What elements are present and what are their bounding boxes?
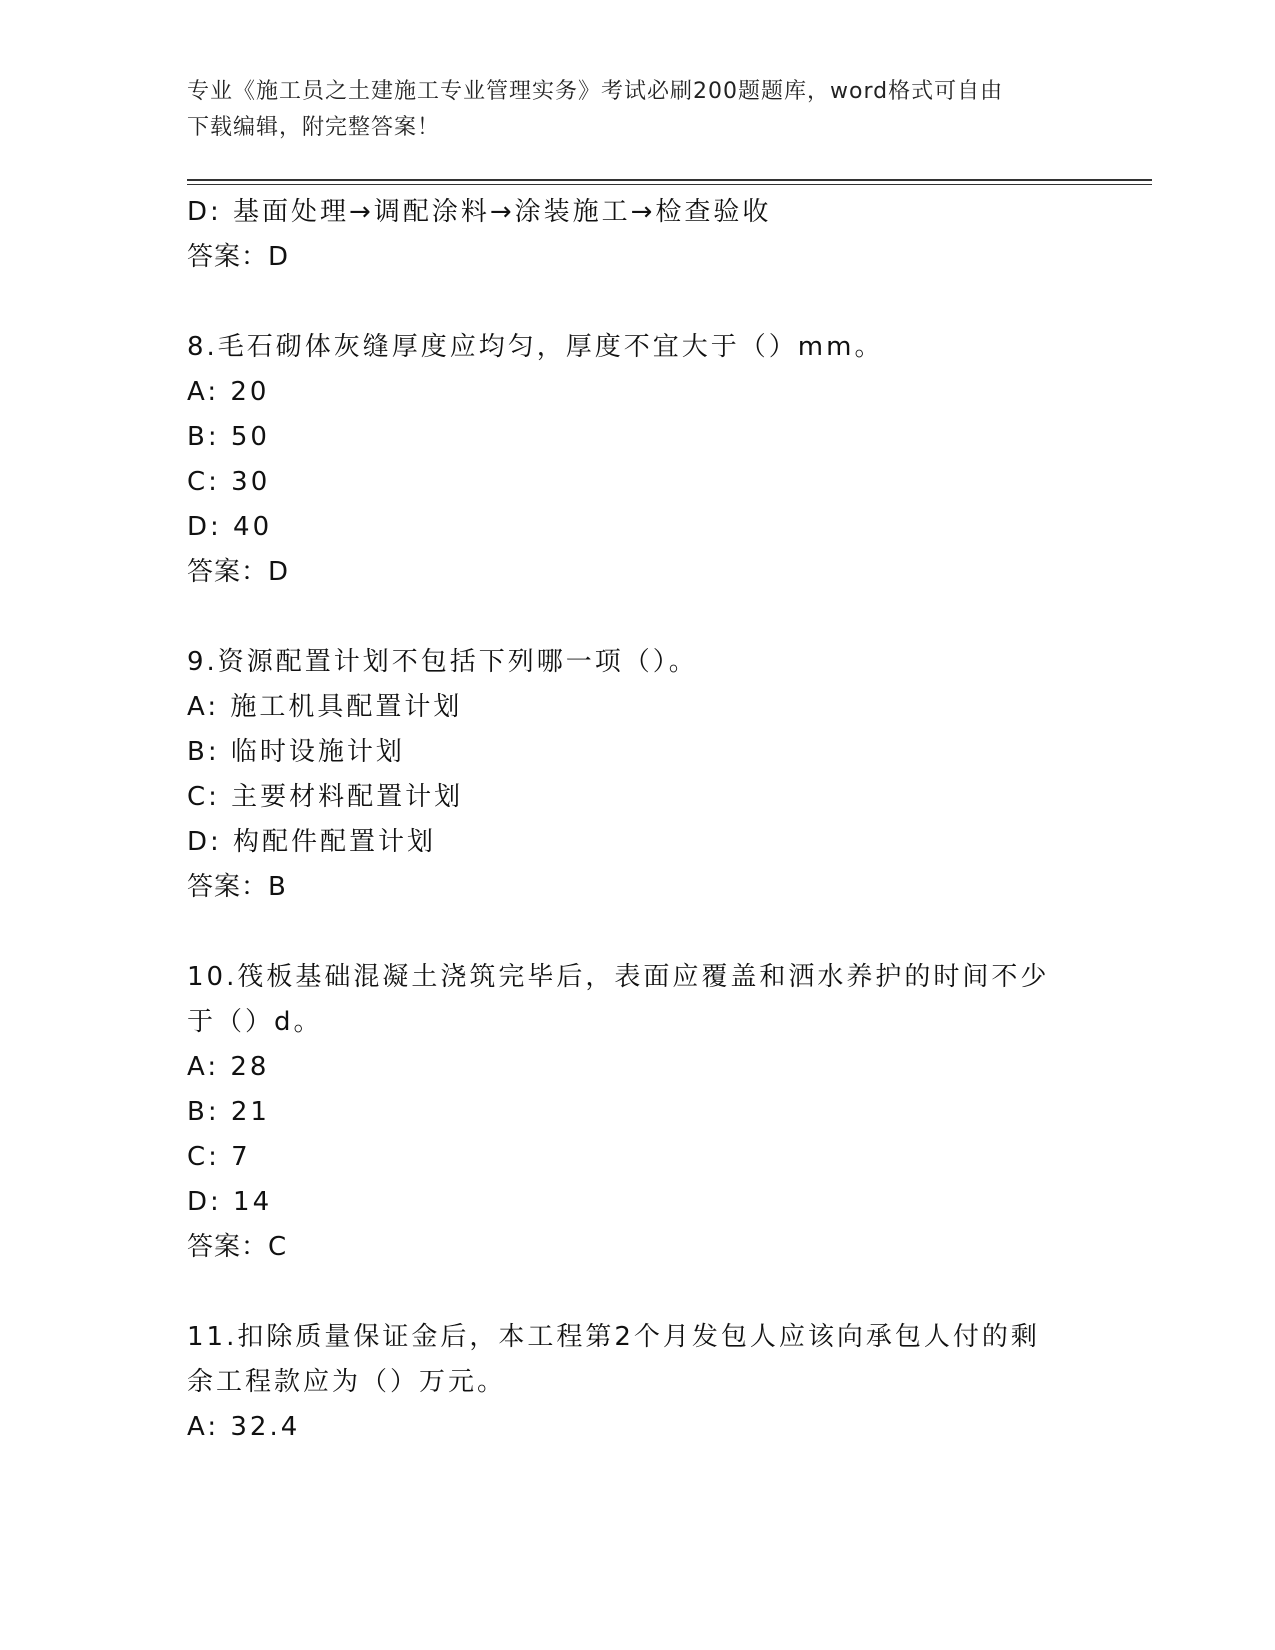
option-d: D: 构配件配置计划: [187, 827, 437, 857]
answer-line: 答案：B: [187, 872, 287, 902]
question-block-7: [187, 190, 1087, 280]
option-d: D: 40: [187, 512, 273, 542]
option-a: A: 20: [187, 377, 270, 407]
header-line-1: 专业《施工员之土建施工专业管理实务》考试必刷200题题库，word格式可自由: [187, 79, 1004, 104]
spacer: [187, 280, 1087, 325]
header-divider-thick: [187, 179, 1152, 181]
question-text: 10.筏板基础混凝土浇筑完毕后，表面应覆盖和洒水养护的时间不少于（）d。: [187, 962, 1050, 1037]
option-b: B: 50: [187, 422, 270, 452]
answer-line: 答案：D: [187, 242, 290, 272]
question-text: 8.毛石砌体灰缝厚度应均匀，厚度不宜大于（）mm。: [187, 332, 884, 362]
question-block-9: [187, 640, 1087, 910]
question-text: 9.资源配置计划不包括下列哪一项（）。: [187, 647, 698, 677]
option-d: D: 14: [187, 1187, 273, 1217]
question-list: [187, 190, 1087, 1450]
answer-line: 答案：C: [187, 1232, 288, 1262]
question-text: 11.扣除质量保证金后，本工程第2个月发包人应该向承包人付的剩余工程款应为（）万元。: [187, 1322, 1040, 1397]
option-c: C: 30: [187, 467, 271, 497]
option-c: C: 7: [187, 1142, 251, 1172]
header-divider-thin: [187, 184, 1152, 185]
document-header: [187, 74, 1087, 146]
question-block-10: [187, 955, 1087, 1270]
option-d: D: 基面处理→调配涂料→涂装施工→检查验收: [187, 197, 772, 227]
option-a: A: 32.4: [187, 1412, 301, 1442]
spacer: [187, 1270, 1087, 1315]
question-block-8: [187, 325, 1087, 595]
option-a: A: 28: [187, 1052, 270, 1082]
answer-line: 答案：D: [187, 557, 290, 587]
header-line-2: 下载编辑，附完整答案！: [187, 115, 441, 140]
option-c: C: 主要材料配置计划: [187, 782, 464, 812]
spacer: [187, 595, 1087, 640]
option-b: B: 21: [187, 1097, 270, 1127]
option-a: A: 施工机具配置计划: [187, 692, 463, 722]
question-block-11: [187, 1315, 1087, 1450]
spacer: [187, 910, 1087, 955]
option-b: B: 临时设施计划: [187, 737, 405, 767]
